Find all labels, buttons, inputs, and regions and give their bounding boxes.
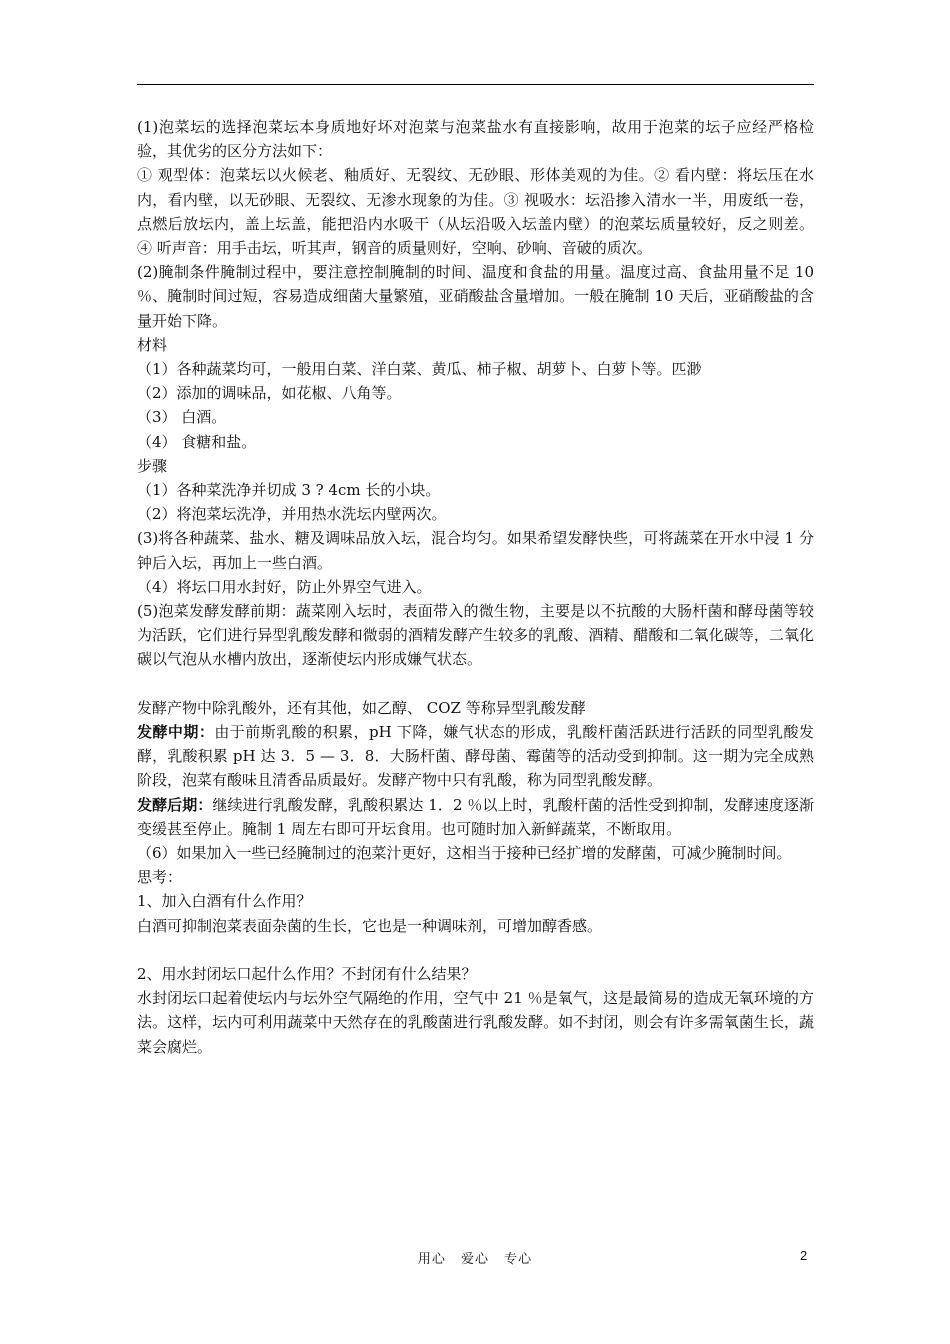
list-item-material-1: （1）各种蔬菜均可，一般用白菜、洋白菜、黄瓜、柿子椒、胡萝卜、白萝卜等。匹渺 [137,360,702,379]
paragraph-jar-selection: (1)泡菜坛的选择泡菜坛本身质地好坏对泡菜与泡菜盐水有直接影响，故用于泡菜的坛子应经严格检验，其优劣的区分方法如下： [137,118,814,161]
text-late-fermentation: 继续进行乳酸发酵，乳酸积累达 1．2 ％以上时，乳酸杆菌的活性受到抑制，发酵速度逐渐变缓甚至停止。腌制 1 周左右即可开坛食用。也可随时加入新鲜蔬菜，不断取用。 [137,795,814,838]
document-body [137,115,814,1059]
list-item-material-3: （3） 白酒。 [137,408,227,427]
answer-2: 水封闭坛口起着使坛内与坛外空气隔绝的作用，空气中 21 ％是氧气，这是最简易的造成无氧环境的方法。这样，坛内可利用蔬菜中天然存在的乳酸菌进行乳酸发酵。如不封闭，则会有许多需氧菌生长，蔬菜会腐烂。 [137,989,814,1056]
list-item-step-3: (3)将各种蔬菜、盐水、糖及调味品放入坛，混合均匀。如果希望发酵快些，可将蔬菜在开水中浸 1 分钟后入坛，再加上一些白酒。 [137,529,814,572]
footer-motto: 用心 爱心 专心 [417,1252,533,1267]
header-rule [137,84,814,85]
list-item-step-5: (5)泡菜发酵发酵前期：蔬菜刚入坛时，表面带入的微生物，主要是以不抗酸的大肠杆菌和酵母菌等较为活跃，它们进行异型乳酸发酵和微弱的酒精发酵产生较多的乳酸、酒精、醋酸和二氧化碳等，二氧化碳以气泡从水槽内放出，逐渐使坛内形成嫌气状态。 [137,602,814,669]
answer-1: 白酒可抑制泡菜表面杂菌的生长，它也是一种调味剂，可增加醇香感。 [137,916,603,935]
list-item-step-2: （2）将泡菜坛洗净，并用热水洗坛内壁两次。 [137,505,447,524]
list-item-step-6: （6）如果加入一些已经腌制过的泡菜汁更好，这相当于接种已经扩增的发酵菌，可减少腌制时间。 [137,844,792,863]
paragraph-heterolactic: 发酵产物中除乳酸外，还有其他，如乙醇、 COZ 等称异型乳酸发酵 [137,698,586,717]
blank-line [137,672,814,696]
heading-steps: 步骤 [137,456,168,475]
list-item-step-1: （1）各种菜洗净并切成 3 ? 4cm 长的小块。 [137,481,441,500]
paragraph-late-fermentation [137,793,814,841]
paragraph-pickling-conditions: (2)腌制条件腌制过程中，要注意控制腌制的时间、温度和食盐的用量。温度过高、食盐用量不足 10 ％、腌制时间过短，容易造成细菌大量繁殖，亚硝酸盐含量增加。一般在腌制 10 天后，亚硝酸盐的含量开始下降。 [137,263,814,330]
question-1: 1、加入白酒有什么作用？ [137,892,312,911]
blank-line [137,938,814,962]
paragraph-jar-inspection: ① 观型体：泡菜坛以火候老、釉质好、无裂纹、无砂眼、形体美观的为佳。② 看内壁：将坛压在水内，看内壁，以无砂眼、无裂纹、无渗水现象的为佳。③ 视吸水：坛沿掺入清水一半，用废纸一卷，点燃后放坛内，盖上坛盖，能把沿内水吸干（从坛沿吸入坛盖内壁）的泡菜坛质量较好，反之则差。 ④ 听声音：用手击坛，听其声，钢音的质量则好，空响、砂响、音破的质次。 [137,166,814,258]
label-late-fermentation: 发酵后期： [137,795,213,814]
question-2: 2、用水封闭坛口起什么作用？不封闭有什么结果？ [137,965,477,984]
list-item-material-4: （4） 食糖和盐。 [137,432,257,451]
list-item-step-4: （4）将坛口用水封好，防止外界空气进入。 [137,577,432,596]
page-number: 2 [800,1248,808,1263]
list-item-material-2: （2）添加的调味品，如花椒、八角等。 [137,384,402,403]
heading-materials: 材料 [137,335,168,354]
text-mid-fermentation: 由于前斯乳酸的积累，pH 下降，嫌气状态的形成，乳酸杆菌活跃进行活跃的同型乳酸发酵，乳酸积累 pH 达 3．5 — 3．8．大肠杆菌、酵母菌、霉菌等的活动受到抑制。这一期为完全成熟阶段，泡菜有酸味且清香品质最好。发酵产物中只有乳酸，称为同型乳酸发酵。 [137,723,814,790]
paragraph-mid-fermentation [137,720,814,793]
heading-thinking: 思考： [137,868,183,887]
label-mid-fermentation: 发酵中期： [137,723,215,742]
